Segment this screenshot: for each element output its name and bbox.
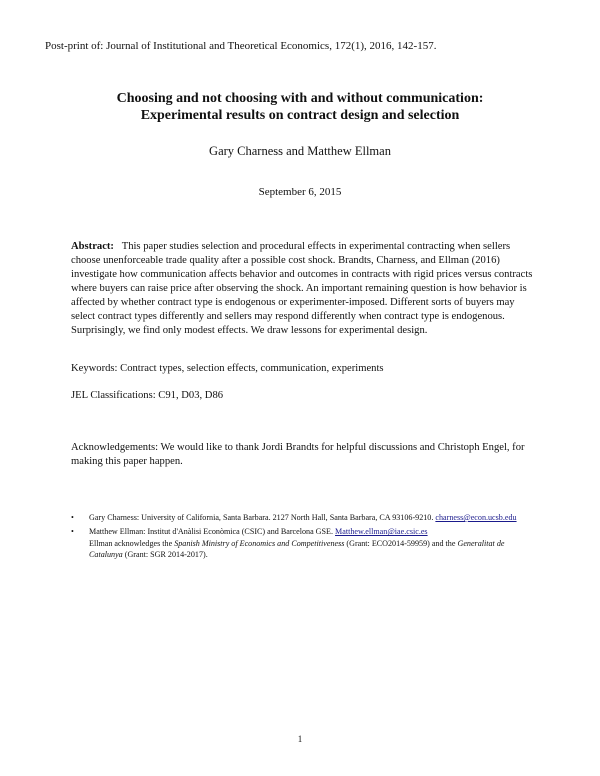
ellman-email-link[interactable]: Matthew.ellman@iae.csic.es [335,527,428,537]
jel-classifications: JEL Classifications: C91, D03, D86 [71,390,224,401]
footnote-ellman-text: Matthew Ellman: Institut d'Anàlisi Econòmica (CSIC) and Barcelona GSE. [89,527,333,537]
date: September 6, 2015 [258,186,342,198]
abstract-text: This paper studies selection and procedural effects in experimental contracting when sellers choose unenforceable trade quality after a possible cost shock. Brandts, Charness, and Ellman (2016) investigate how communication affects behavior and outcomes in contracts with rigid prices versus contracts where buyers can raise price after observing the shock. An important remaining question is how behavior is affected by whether contract type is endogenous or experimenter-imposed. Different sorts of buyers may select contract types differently and sellers may respond differently when contract type is endogenous. Surprisingly, we find only modest effects. We draw lessons for experimental design. [71,241,533,336]
abstract [71,240,533,338]
funding-prefix: Ellman acknowledges the [89,538,173,548]
paper-title [40,90,560,124]
funding-ministry: Spanish Ministry of Economics and Competitiveness [174,538,345,548]
footnote-ellman [71,526,533,560]
charness-email-link[interactable]: charness@econ.ucsb.edu [435,513,517,522]
bullet-icon: • [71,513,74,522]
title-line-1: Choosing and not choosing with and without communication: [116,91,484,106]
funding-ministry-grant: (Grant: ECO2014-59959) and the [346,538,456,548]
funding-generalitat: Generalitat de Catalunya [89,538,505,560]
funding-generalitat-grant: (Grant: SGR 2014-2017). [124,550,208,560]
title-line-2: Experimental results on contract design and selection [140,108,460,123]
bullet-icon: • [71,527,74,537]
header-note: Post-print of: Journal of Institutional and Theoretical Economics, 172(1), 2016, 142-157. [45,40,437,52]
keywords: Keywords: Contract types, selection effects, communication, experiments [71,363,384,374]
footnote-charness-text: Gary Charness: University of California, Santa Barbara. 2127 North Hall, Santa Barbara, CA 93106-9210. [89,513,434,522]
acknowledgements: Acknowledgements: We would like to thank Jordi Brandts for helpful discussions and Christoph Engel, for making this paper happen. [71,442,525,467]
page-number: 1 [297,734,303,744]
authors: Gary Charness and Matthew Ellman [209,144,391,158]
footnotes [71,512,533,564]
footnote-charness [71,512,533,523]
abstract-label: Abstract: [71,241,114,252]
